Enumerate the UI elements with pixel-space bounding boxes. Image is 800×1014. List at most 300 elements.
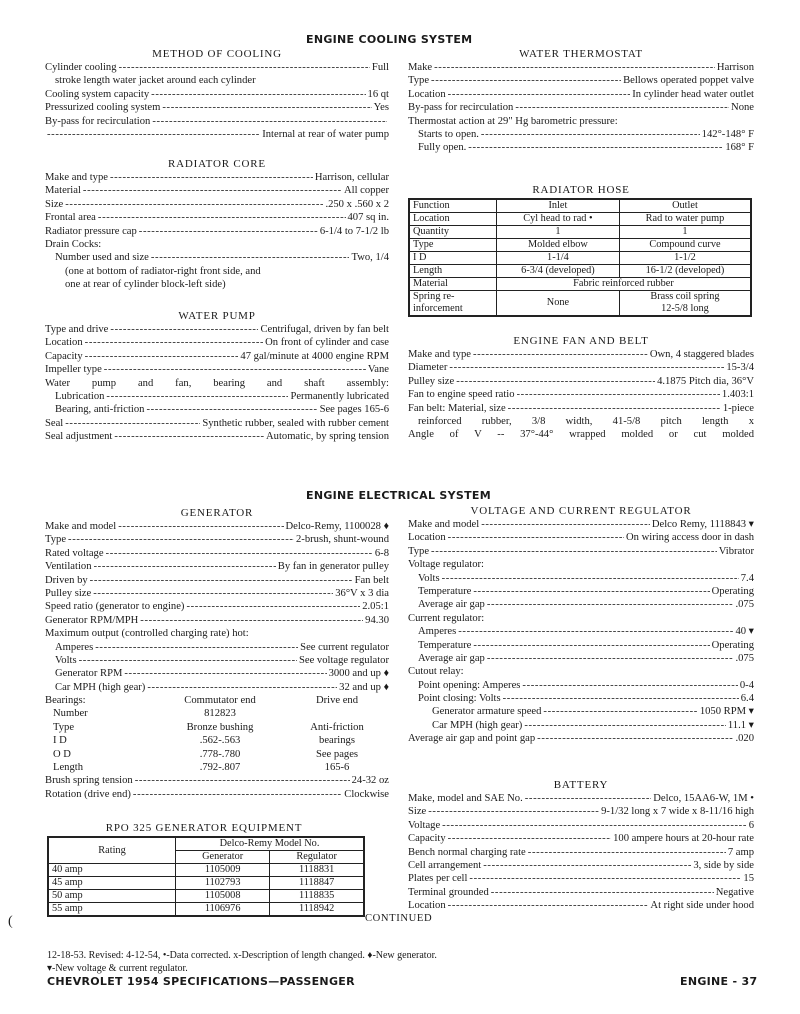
spec-label: Starts to open. (418, 128, 479, 140)
spec-row (408, 832, 754, 845)
bearings-grid (45, 694, 389, 774)
generator-header: Generator (176, 851, 270, 864)
leader-dashes (95, 641, 298, 654)
leader-dashes (456, 375, 655, 388)
spec-list (408, 348, 754, 442)
spec-value: Bellows operated poppet valve (623, 75, 754, 87)
spec-value: In cylinder head water outlet (632, 88, 754, 100)
spec-label: Size (45, 198, 64, 210)
spec-row (45, 390, 389, 403)
table-cell: Rad to water pump (619, 213, 751, 226)
spec-text: stroke length water jacket around each cylinder (55, 75, 256, 87)
leader-dashes (146, 403, 317, 416)
table-row (409, 278, 751, 291)
table-row (48, 864, 364, 877)
spec-row (45, 403, 389, 416)
spec-label: Diameter (408, 362, 448, 374)
spec-row (45, 211, 389, 224)
table-cell: 1 (619, 226, 751, 239)
bearing-cell: Number (53, 708, 88, 720)
bearing-cell: I D (53, 735, 67, 747)
regulator-header: Regulator (270, 851, 364, 864)
spec-row (45, 560, 389, 573)
leader-dashes (140, 614, 363, 627)
leader-dashes (458, 625, 733, 638)
leader-dashes (124, 667, 326, 680)
table-row (409, 252, 751, 265)
spec-label: Seal (45, 417, 64, 429)
bearing-cell: Commutator end (184, 695, 256, 707)
spec-value: Vane (367, 364, 389, 376)
spec-label: Lubrication (55, 390, 105, 402)
spec-label: Rated voltage (45, 547, 104, 559)
table-row (409, 265, 751, 278)
spec-label: Speed ratio (generator to engine) (45, 601, 185, 613)
model-header: Delco-Remy Model No. (176, 837, 365, 851)
spec-label: Brush spring tension (45, 775, 133, 787)
spec-label: Cutout relay: (408, 666, 464, 678)
rpo-generator-table (47, 836, 365, 917)
spec-label: Location (408, 532, 446, 544)
section-heading: WATER PUMP (178, 310, 256, 322)
spec-value: 36°V x 3 dia (335, 587, 389, 599)
leader-dashes (517, 388, 720, 401)
spec-row (408, 361, 754, 374)
water-pump-section (45, 309, 389, 444)
spec-label: Frontal area (45, 212, 96, 224)
table-cell: I D (409, 252, 496, 265)
leader-dashes (162, 101, 371, 114)
spec-value: 0-4 (739, 679, 754, 691)
spec-value: All copper (343, 185, 389, 197)
table-cell: 1105009 (176, 864, 270, 877)
spec-value: Permanently lubricated (290, 390, 389, 402)
leader-dashes (114, 430, 264, 443)
spec-row (45, 600, 389, 613)
spec-value: 407 sq in. (347, 212, 389, 224)
spec-list (45, 520, 389, 694)
spec-value: Automatic, by spring tension (266, 431, 389, 443)
spec-label: Bench normal charging rate (408, 846, 526, 858)
leader-dashes (442, 819, 747, 832)
spec-row (45, 128, 389, 141)
spec-label: Amperes (55, 641, 94, 653)
table-cell: Compound curve (619, 239, 751, 252)
bearing-cell: .792-.807 (199, 762, 241, 774)
spec-label: Make and type (45, 172, 108, 183)
leader-dashes (65, 417, 200, 430)
leader-dashes (152, 115, 387, 128)
spec-row (408, 679, 754, 692)
spec-row (408, 531, 754, 544)
spec-value: On front of cylinder and case (265, 337, 389, 349)
spring-outlet-2: 12-5/8 long (661, 303, 709, 314)
method-of-cooling-section (45, 47, 389, 141)
spec-value: 1050 RPM ▾ (699, 706, 754, 718)
spec-value: .020 (735, 733, 754, 745)
spec-row (408, 402, 754, 415)
spec-label: Point opening: Amperes (418, 679, 521, 691)
spec-row (45, 788, 389, 801)
spec-row (408, 899, 754, 912)
leader-dashes (147, 681, 337, 694)
leader-dashes (442, 572, 739, 585)
spec-row (408, 692, 754, 705)
fan-belt-section (408, 334, 754, 442)
footer-title: CHEVROLET 1954 SPECIFICATIONS—PASSENGER (47, 975, 355, 988)
leader-dashes (431, 545, 717, 558)
spec-row (408, 348, 754, 361)
leader-dashes (473, 585, 709, 598)
table-row (48, 877, 364, 890)
spec-label: Temperature (418, 639, 472, 651)
spec-value: 3000 and up ♦ (328, 668, 389, 680)
spec-label: Voltage (408, 819, 441, 831)
leader-dashes (473, 639, 709, 652)
leader-dashes (469, 872, 741, 885)
material-label: Material (409, 278, 496, 291)
bearing-cell: O D (53, 748, 71, 760)
spec-row (408, 652, 754, 665)
margin-mark: ( (8, 914, 13, 929)
bearing-cell: Anti-friction (310, 721, 364, 733)
spec-label: Fan belt: Material, size (408, 402, 506, 414)
leader-dashes (47, 128, 260, 141)
spring-label-2: inforcement (413, 303, 463, 314)
spec-label: Make and model (45, 521, 117, 532)
spec-row (45, 641, 389, 654)
spec-label: Pressurized cooling system (45, 102, 161, 114)
spec-label: Generator armature speed (432, 706, 542, 718)
table-cell: 40 amp (48, 864, 176, 877)
leader-dashes (133, 788, 342, 801)
bearing-cell: Bronze bushing (186, 721, 254, 733)
spec-value: Harrison, cellular (314, 172, 389, 183)
spec-row (45, 774, 389, 787)
table-cell: 1118847 (270, 877, 364, 890)
spec-list (408, 792, 754, 913)
spec-label: Generator RPM/MPH (45, 614, 139, 626)
spec-row (45, 238, 389, 251)
spec-row (45, 350, 389, 363)
leader-dashes (508, 402, 721, 415)
spec-label: Type (45, 534, 67, 546)
spec-value: Two, 1/4 (351, 252, 389, 264)
table-row (48, 903, 364, 917)
leader-dashes (135, 774, 350, 787)
spec-value: Internal at rear of water pump (262, 128, 389, 140)
spec-value: 11.1 ▾ (727, 719, 754, 731)
spec-list (45, 774, 389, 801)
spec-value: Full (371, 62, 389, 73)
spring-outlet-1: Brass coil spring (650, 291, 720, 302)
spec-value: Centrifugal, driven by fan belt (260, 324, 389, 335)
spec-row (45, 533, 389, 546)
bearing-cell: 165-6 (324, 762, 350, 774)
spec-label: Type (408, 75, 430, 87)
spec-value: 9-1/32 long x 7 wide x 8-11/16 high (601, 806, 754, 818)
table-cell: 1 (496, 226, 619, 239)
leader-dashes (487, 652, 734, 665)
spec-row (408, 872, 754, 885)
spec-label: Cell arrangement (408, 859, 482, 871)
section-heading: BATTERY (553, 779, 609, 791)
table-cell: 1118835 (270, 890, 364, 903)
radiator-hose-heading-wrap (408, 183, 754, 197)
spec-row (408, 665, 754, 678)
spec-row (408, 625, 754, 638)
section-heading: RPO 325 GENERATOR EQUIPMENT (105, 822, 303, 834)
spec-label: Cooling system capacity (45, 88, 150, 100)
leader-dashes (94, 560, 276, 573)
table-cell: Cyl head to rad • (496, 213, 619, 226)
spec-value: Synthetic rubber, sealed with rubber cement (202, 417, 389, 429)
table-cell: 45 amp (48, 877, 176, 890)
spec-row (408, 115, 754, 128)
spec-label: Point closing: Volts (418, 693, 501, 705)
spec-row (45, 627, 389, 640)
spec-row (45, 363, 389, 376)
radiator-core-section (45, 157, 389, 292)
spec-row (408, 598, 754, 611)
spec-value: At right side under hood (650, 900, 754, 912)
spec-row (408, 792, 754, 805)
spec-label: Car MPH (high gear) (55, 681, 146, 693)
leader-dashes (119, 61, 370, 74)
spec-label: Type and drive (45, 324, 109, 335)
spec-label: Voltage regulator: (408, 559, 484, 571)
bearing-cell: See pages (315, 748, 359, 760)
table-cell: 6-3/4 (developed) (496, 265, 619, 278)
spec-value: 3, side by side (693, 859, 754, 871)
spec-label: Capacity (408, 833, 446, 845)
spec-label: Amperes (418, 626, 457, 638)
table-header-row (409, 199, 751, 213)
revision-note: 12-18-53. Revised: 4-12-54, •-Data corrected. x-Description of length changed. ♦-New generator. (47, 950, 437, 961)
leader-dashes (481, 128, 700, 141)
spec-row (408, 388, 754, 401)
spring-inlet: None (496, 291, 619, 317)
voltage-regulator-section (408, 504, 754, 746)
spec-value: Harrison (716, 62, 754, 73)
spec-row (408, 705, 754, 718)
spec-row (45, 667, 389, 680)
spec-label: Number used and size (55, 252, 149, 264)
spec-row (408, 819, 754, 832)
spec-row (45, 198, 389, 211)
spec-value: 4.1875 Pitch dia, 36°V (657, 375, 754, 387)
rpo-heading-wrap (45, 821, 363, 835)
leader-dashes (481, 518, 650, 531)
spec-row (45, 323, 389, 336)
spec-label: Pulley size (408, 375, 455, 387)
spec-list (45, 61, 389, 141)
spec-value: 168° F (725, 142, 754, 154)
spec-label: Generator RPM (55, 668, 123, 680)
table-header-row (48, 837, 364, 851)
leader-dashes (65, 198, 323, 211)
spec-label: Location (408, 88, 446, 100)
leader-dashes (90, 574, 353, 587)
bearing-cell: .778-.780 (199, 748, 241, 760)
spec-row (408, 585, 754, 598)
spec-row (45, 520, 389, 533)
spec-row (45, 654, 389, 667)
spec-label: Average air gap (418, 652, 485, 664)
spec-label: Thermostat action at 29" Hg barometric pressure: (408, 115, 618, 127)
spec-label: Make and model (408, 519, 480, 530)
spec-value: Negative (715, 886, 754, 898)
spec-list (408, 61, 754, 155)
spec-list (45, 323, 389, 444)
spec-text: (one at bottom of radiator-right front side, and (65, 265, 261, 277)
material-value: Fabric reinforced rubber (496, 278, 751, 291)
leader-dashes (431, 74, 621, 87)
leader-dashes (503, 692, 739, 705)
section-heading: VOLTAGE AND CURRENT REGULATOR (470, 505, 692, 517)
spec-label: Pulley size (45, 587, 92, 599)
revision-note-legend: ▾-New voltage & current regulator. (47, 963, 188, 974)
radiator-hose-table (408, 198, 752, 317)
spec-label: Capacity (45, 350, 83, 362)
spec-row (45, 101, 389, 114)
spec-row (45, 225, 389, 238)
spec-label: Maximum output (controlled charging rate) hot: (45, 628, 249, 640)
spec-value: 6 (748, 819, 754, 831)
section-heading: GENERATOR (180, 507, 254, 519)
header-cell: Inlet (496, 199, 619, 213)
spec-row (408, 612, 754, 625)
spec-text: one at rear of cylinder block-left side) (65, 279, 226, 291)
cooling-system-title: ENGINE COOLING SYSTEM (306, 33, 473, 46)
section-heading: METHOD OF COOLING (152, 48, 282, 60)
spec-row (45, 574, 389, 587)
spec-value: Vibrator (718, 545, 754, 557)
spec-label: Fan to engine speed ratio (408, 389, 515, 401)
spec-list (408, 518, 754, 746)
spec-row (408, 74, 754, 87)
leader-dashes (448, 531, 624, 544)
spec-row (408, 732, 754, 745)
spec-label: Average air gap (418, 599, 485, 611)
spec-value: See pages 165-6 (319, 404, 389, 416)
spec-row (408, 61, 754, 74)
spec-value: 7.4 (740, 572, 754, 584)
header-cell: Function (409, 199, 496, 213)
spec-text: Angle of V -- 37°-44° wrapped molded or cut molded (408, 429, 754, 441)
table-cell: 1-1/4 (496, 252, 619, 265)
leader-dashes (543, 705, 697, 718)
spec-label: Ventilation (45, 561, 92, 573)
spec-row (45, 614, 389, 627)
leader-dashes (483, 859, 691, 872)
spec-row (408, 128, 754, 141)
spec-label: Impeller type (45, 364, 102, 376)
table-cell: 1102793 (176, 877, 270, 890)
spec-label: Radiator pressure cap (45, 225, 137, 237)
spec-label: Bearing, anti-friction (55, 404, 145, 416)
table-row (409, 239, 751, 252)
spec-text: Water pump and fan, bearing and shaft assembly: (45, 377, 389, 389)
spec-value: 1.403:1 (721, 389, 754, 401)
continued-label: CONTINUED (365, 913, 433, 924)
leader-dashes (449, 361, 724, 374)
spec-label: Type (408, 545, 430, 557)
leader-dashes (522, 679, 737, 692)
bearing-cell: Type (53, 721, 75, 733)
table-row (48, 890, 364, 903)
spec-value: 24-32 oz (351, 775, 389, 787)
table-cell: 55 amp (48, 903, 176, 917)
spec-row (45, 61, 389, 74)
spec-row (408, 805, 754, 818)
spec-value: 16 qt (367, 88, 389, 100)
spec-value: Delco Remy, 1118843 ▾ (651, 519, 754, 530)
spec-label: Rotation (drive end) (45, 788, 131, 800)
water-thermostat-section (408, 47, 754, 155)
spec-row (45, 430, 389, 443)
spec-row (45, 251, 389, 264)
spec-row (45, 587, 389, 600)
spec-row (45, 171, 389, 184)
bearing-cell: 812823 (204, 708, 236, 720)
spec-value: .075 (735, 599, 754, 611)
leader-dashes (491, 886, 714, 899)
spec-label: Current regulator: (408, 612, 485, 624)
spec-row (408, 719, 754, 732)
spec-label: By-pass for recirculation (408, 102, 514, 114)
spec-value: On wiring access door in dash (626, 532, 754, 544)
spec-label: Material (45, 185, 81, 197)
spec-value: 40 ▾ (735, 626, 754, 638)
leader-dashes (434, 61, 715, 74)
spec-row (408, 846, 754, 859)
spec-row (45, 88, 389, 101)
leader-dashes (98, 211, 346, 224)
spec-value: 15 (743, 873, 754, 885)
table-cell: 50 amp (48, 890, 176, 903)
spec-label: Drain Cocks: (45, 238, 102, 250)
table-cell: Length (409, 265, 496, 278)
spec-label: Car MPH (high gear) (432, 719, 523, 731)
spec-value: See current regulator (300, 641, 389, 653)
spec-row (408, 545, 754, 558)
spec-row (408, 518, 754, 531)
leader-dashes (537, 732, 733, 745)
leader-dashes (104, 363, 366, 376)
leader-dashes (110, 171, 313, 184)
spec-list (45, 171, 389, 292)
spec-label: Make (408, 62, 433, 73)
spec-text: reinforced rubber, 3/8 width, 41-5/8 pitch length x (418, 415, 754, 427)
leader-dashes (448, 899, 649, 912)
leader-dashes (118, 520, 283, 533)
section-heading: RADIATOR CORE (168, 158, 266, 170)
spec-value: 15-3/4 (726, 362, 754, 374)
bearing-cell: Drive end (315, 695, 359, 707)
leader-dashes (524, 719, 726, 732)
leader-dashes (68, 533, 294, 546)
spec-value: Delco, 15AA6-W, 1M • (653, 793, 754, 804)
table-cell: Molded elbow (496, 239, 619, 252)
leader-dashes (139, 225, 318, 238)
spec-row (45, 417, 389, 430)
spec-label: Seal adjustment (45, 431, 113, 443)
spec-label: Driven by (45, 574, 88, 586)
spec-row (408, 375, 754, 388)
spec-label: Volts (55, 654, 77, 666)
bearing-cell (285, 707, 389, 720)
